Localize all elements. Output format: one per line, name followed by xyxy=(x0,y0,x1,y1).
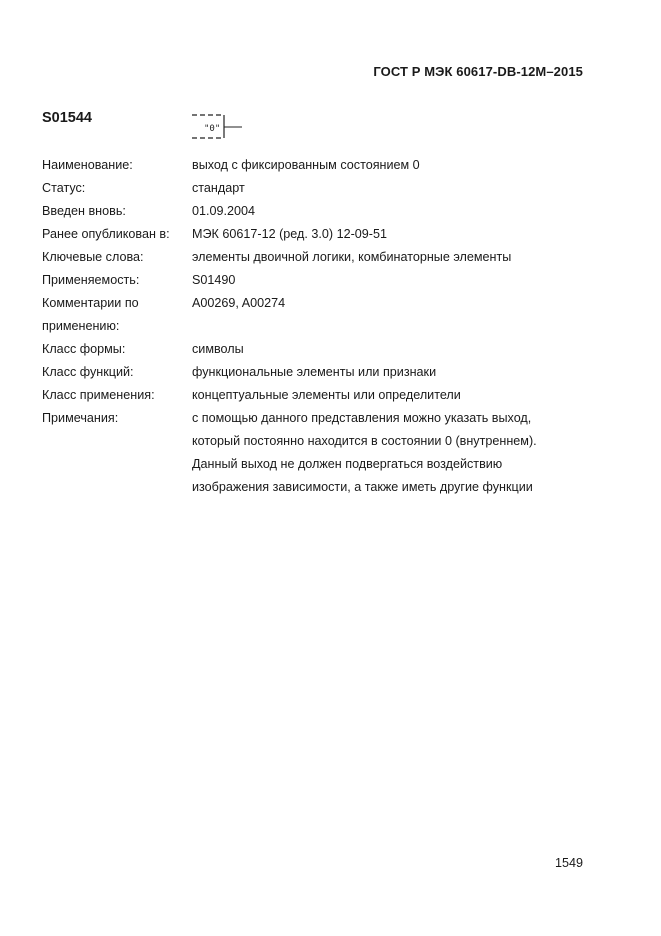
note-line: с помощью данного представления можно указать выход, xyxy=(192,411,532,425)
field-label: Примечания: xyxy=(42,411,119,425)
field-row-applicability xyxy=(42,269,537,292)
field-row-application-class xyxy=(42,384,537,407)
field-row-status xyxy=(42,177,537,200)
field-label: Класс применения: xyxy=(42,388,155,402)
field-label: Ранее опубликован в: xyxy=(42,227,170,241)
symbol-label: "0" xyxy=(204,124,221,134)
symbol-drawing xyxy=(190,112,250,142)
field-value: выход с фиксированным состоянием 0 xyxy=(192,158,420,172)
field-row-introduced xyxy=(42,200,537,223)
field-value: МЭК 60617-12 (ред. 3.0) 12-09-51 xyxy=(192,227,387,241)
attribute-table xyxy=(42,154,537,499)
field-row-previously-published xyxy=(42,223,537,246)
field-value: A00269, A00274 xyxy=(192,296,286,310)
field-label: Наименование: xyxy=(42,158,133,172)
field-value: символы xyxy=(192,342,244,356)
field-row-application-comments-cont xyxy=(42,315,537,338)
field-row-keywords xyxy=(42,246,537,269)
field-row-name xyxy=(42,154,537,177)
field-label: Введен вновь: xyxy=(42,204,126,218)
field-value: стандарт xyxy=(192,181,245,195)
field-label: Применяемость: xyxy=(42,273,140,287)
note-line: который постоянно находится в состоянии 0 (внутреннем). xyxy=(192,434,537,448)
field-value: концептуальные элементы или определители xyxy=(192,388,461,402)
note-line: изображения зависимости, а также иметь другие функции xyxy=(192,480,533,494)
field-value: 01.09.2004 xyxy=(192,204,256,218)
field-value: функциональные элементы или признаки xyxy=(192,365,437,379)
field-label: применению: xyxy=(42,319,120,333)
field-value xyxy=(192,407,537,499)
field-label: Комментарии по xyxy=(42,296,139,310)
field-label: Ключевые слова: xyxy=(42,250,144,264)
field-label: Статус: xyxy=(42,181,86,195)
fixed-output-0-symbol-icon xyxy=(190,112,250,142)
note-line: Данный выход не должен подвергаться воздействию xyxy=(192,457,503,471)
page-number: 1549 xyxy=(554,856,583,870)
field-row-function-class xyxy=(42,361,537,384)
field-row-application-comments xyxy=(42,292,537,315)
field-row-notes xyxy=(42,407,537,499)
document-header: ГОСТ Р МЭК 60617-DB-12M–2015 xyxy=(373,64,583,79)
field-label: Класс формы: xyxy=(42,342,126,356)
field-label: Класс функций: xyxy=(42,365,134,379)
field-value: S01490 xyxy=(192,273,236,287)
field-row-form-class xyxy=(42,338,537,361)
field-value: элементы двоичной логики, комбинаторные элементы xyxy=(192,250,512,264)
symbol-code: S01544 xyxy=(42,110,92,126)
